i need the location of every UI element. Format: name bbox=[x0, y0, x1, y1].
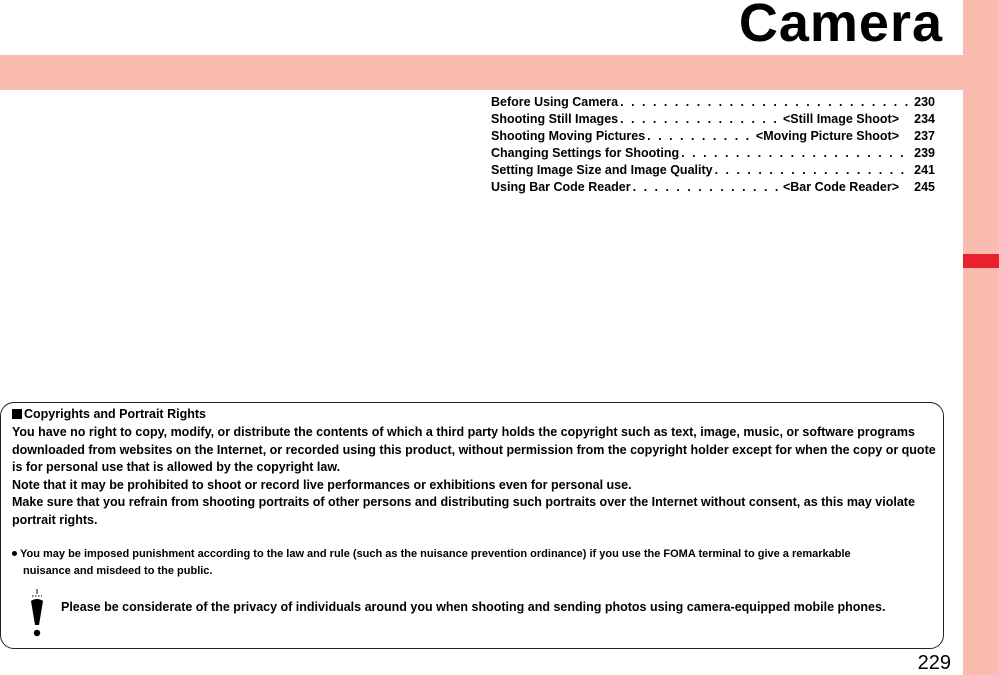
chapter-title: Camera bbox=[738, 0, 943, 53]
toc-entry-label: Before Using Camera bbox=[491, 95, 619, 109]
bullet-dot-icon bbox=[12, 551, 17, 556]
toc-entry-label: Changing Settings for Shooting bbox=[491, 146, 680, 160]
privacy-caution-text: Please be considerate of the privacy of individuals around you when shooting and sending photos using camera-equipped mobile phones. bbox=[61, 600, 886, 614]
side-index-band bbox=[963, 0, 999, 675]
toc-page-number: 245 bbox=[914, 180, 935, 194]
notice-paragraph: Make sure that you refrain from shooting portraits of other persons and distributing such portraits over the Internet without consent, as this may violate portrait rights. bbox=[12, 495, 915, 527]
table-of-contents bbox=[491, 95, 935, 197]
toc-leader-dots bbox=[620, 95, 909, 109]
toc-function-name: <Bar Code Reader> bbox=[782, 180, 899, 194]
toc-page-number: 230 bbox=[914, 95, 935, 109]
notice-paragraph: Note that it may be prohibited to shoot or record live performances or exhibitions even for personal use. bbox=[12, 477, 632, 492]
page-number: 229 bbox=[917, 652, 951, 674]
notice-heading bbox=[12, 407, 206, 421]
chapter-index-tab bbox=[963, 254, 999, 268]
copyright-notice-box bbox=[0, 402, 944, 649]
toc-page-number: 239 bbox=[914, 146, 935, 160]
toc-entry[interactable] bbox=[491, 95, 935, 112]
header-band bbox=[0, 55, 963, 90]
toc-entry-label: Setting Image Size and Image Quality bbox=[491, 163, 713, 177]
toc-page-number: 241 bbox=[914, 163, 935, 177]
toc-entry[interactable] bbox=[491, 146, 935, 163]
toc-leader-dots bbox=[681, 146, 909, 160]
punishment-note-line: You may be imposed punishment according to the law and rule (such as the nuisance prevention ordinance) if you use the FOMA terminal to give a remarkable bbox=[20, 548, 851, 560]
toc-function-name: <Moving Picture Shoot> bbox=[755, 129, 899, 143]
toc-leader-dots bbox=[633, 180, 781, 194]
square-bullet-icon bbox=[12, 409, 22, 419]
toc-entry-label: Shooting Moving Pictures bbox=[491, 129, 646, 143]
toc-entry[interactable] bbox=[491, 129, 935, 146]
toc-leader-dots bbox=[715, 163, 909, 177]
toc-entry-label: Shooting Still Images bbox=[491, 112, 619, 126]
toc-function-name: <Still Image Shoot> bbox=[783, 112, 899, 126]
exclamation-icon bbox=[28, 589, 46, 639]
toc-leader-dots bbox=[647, 129, 754, 143]
notice-heading-text: Copyrights and Portrait Rights bbox=[24, 407, 206, 421]
notice-paragraph: You have no right to copy, modify, or distribute the contents of which a third party holds the copyright such as text, image, music, or software programs downloaded from websites on the Internet, or recorded using this product, without permission from the copyright holder except for when the copy or quote is for personal use that is allowed by the copyright law. bbox=[12, 425, 936, 474]
toc-entry[interactable] bbox=[491, 112, 935, 129]
toc-entry-label: Using Bar Code Reader bbox=[491, 180, 631, 194]
punishment-note bbox=[12, 546, 937, 580]
toc-entry[interactable] bbox=[491, 180, 935, 197]
notice-body bbox=[12, 424, 937, 529]
toc-page-number: 237 bbox=[914, 129, 935, 143]
toc-entry[interactable] bbox=[491, 163, 935, 180]
toc-page-number: 234 bbox=[914, 112, 935, 126]
punishment-note-line: nuisance and misdeed to the public. bbox=[23, 565, 213, 577]
toc-leader-dots bbox=[620, 112, 781, 126]
